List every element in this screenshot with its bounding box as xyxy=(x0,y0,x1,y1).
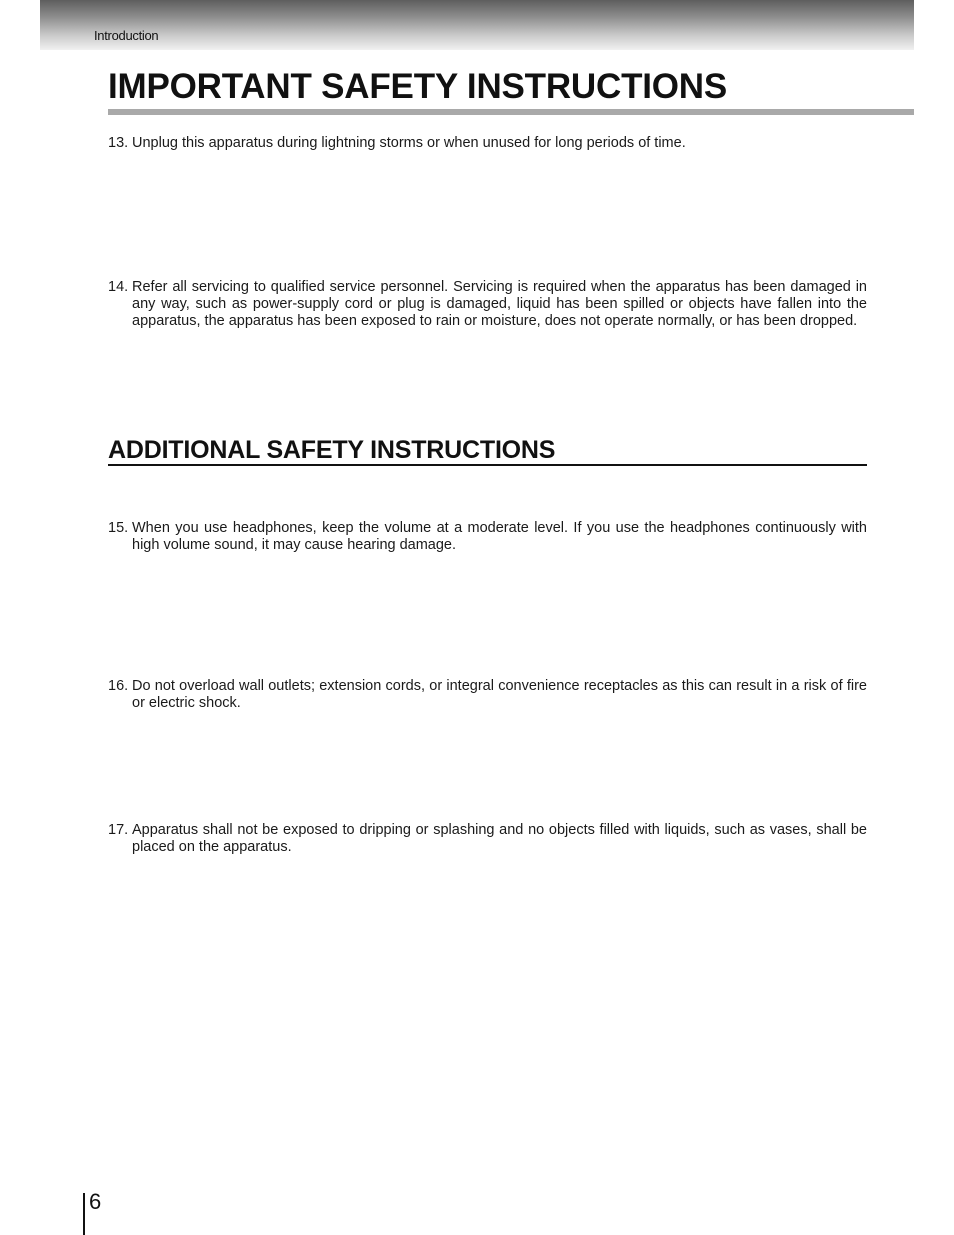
item-number: 16. xyxy=(108,678,129,694)
instruction-item-16 xyxy=(108,678,867,712)
instruction-item-14 xyxy=(108,279,867,330)
item-text: Do not overload wall outlets; extension cords, or integral convenience receptacles as this can result in a risk of fire or electric shock. xyxy=(132,678,867,711)
page-title: IMPORTANT SAFETY INSTRUCTIONS xyxy=(108,67,728,106)
section-label: Introduction xyxy=(94,28,159,43)
item-number: 15. xyxy=(108,520,129,536)
section-heading-underline xyxy=(108,464,867,466)
instruction-item-15 xyxy=(108,520,867,554)
item-number: 13. xyxy=(108,135,129,151)
item-text: Refer all servicing to qualified service personnel. Servicing is required when the apparatus has been damaged in any way, such as power-supply cord or plug is damaged, liquid has been spilled or objects have fallen into the apparatus, the apparatus has been exposed to rain or moisture, does not operate normally, or has been dropped. xyxy=(132,279,867,329)
item-number: 17. xyxy=(108,822,129,838)
item-text: When you use headphones, keep the volume at a moderate level. If you use the headphones continuously with high volume sound, it may cause hearing damage. xyxy=(132,520,867,553)
page-number-bar xyxy=(83,1193,85,1235)
item-text: Unplug this apparatus during lightning storms or when unused for long periods of time. xyxy=(132,135,686,151)
instruction-item-13 xyxy=(108,135,867,152)
instruction-item-17 xyxy=(108,822,867,856)
item-number: 14. xyxy=(108,279,129,295)
section-heading: ADDITIONAL SAFETY INSTRUCTIONS xyxy=(108,436,556,464)
item-text: Apparatus shall not be exposed to dripping or splashing and no objects filled with liquids, such as vases, shall be placed on the apparatus. xyxy=(132,822,867,855)
title-underline xyxy=(108,109,914,115)
page-number: 6 xyxy=(89,1189,102,1214)
header-band xyxy=(40,0,914,50)
